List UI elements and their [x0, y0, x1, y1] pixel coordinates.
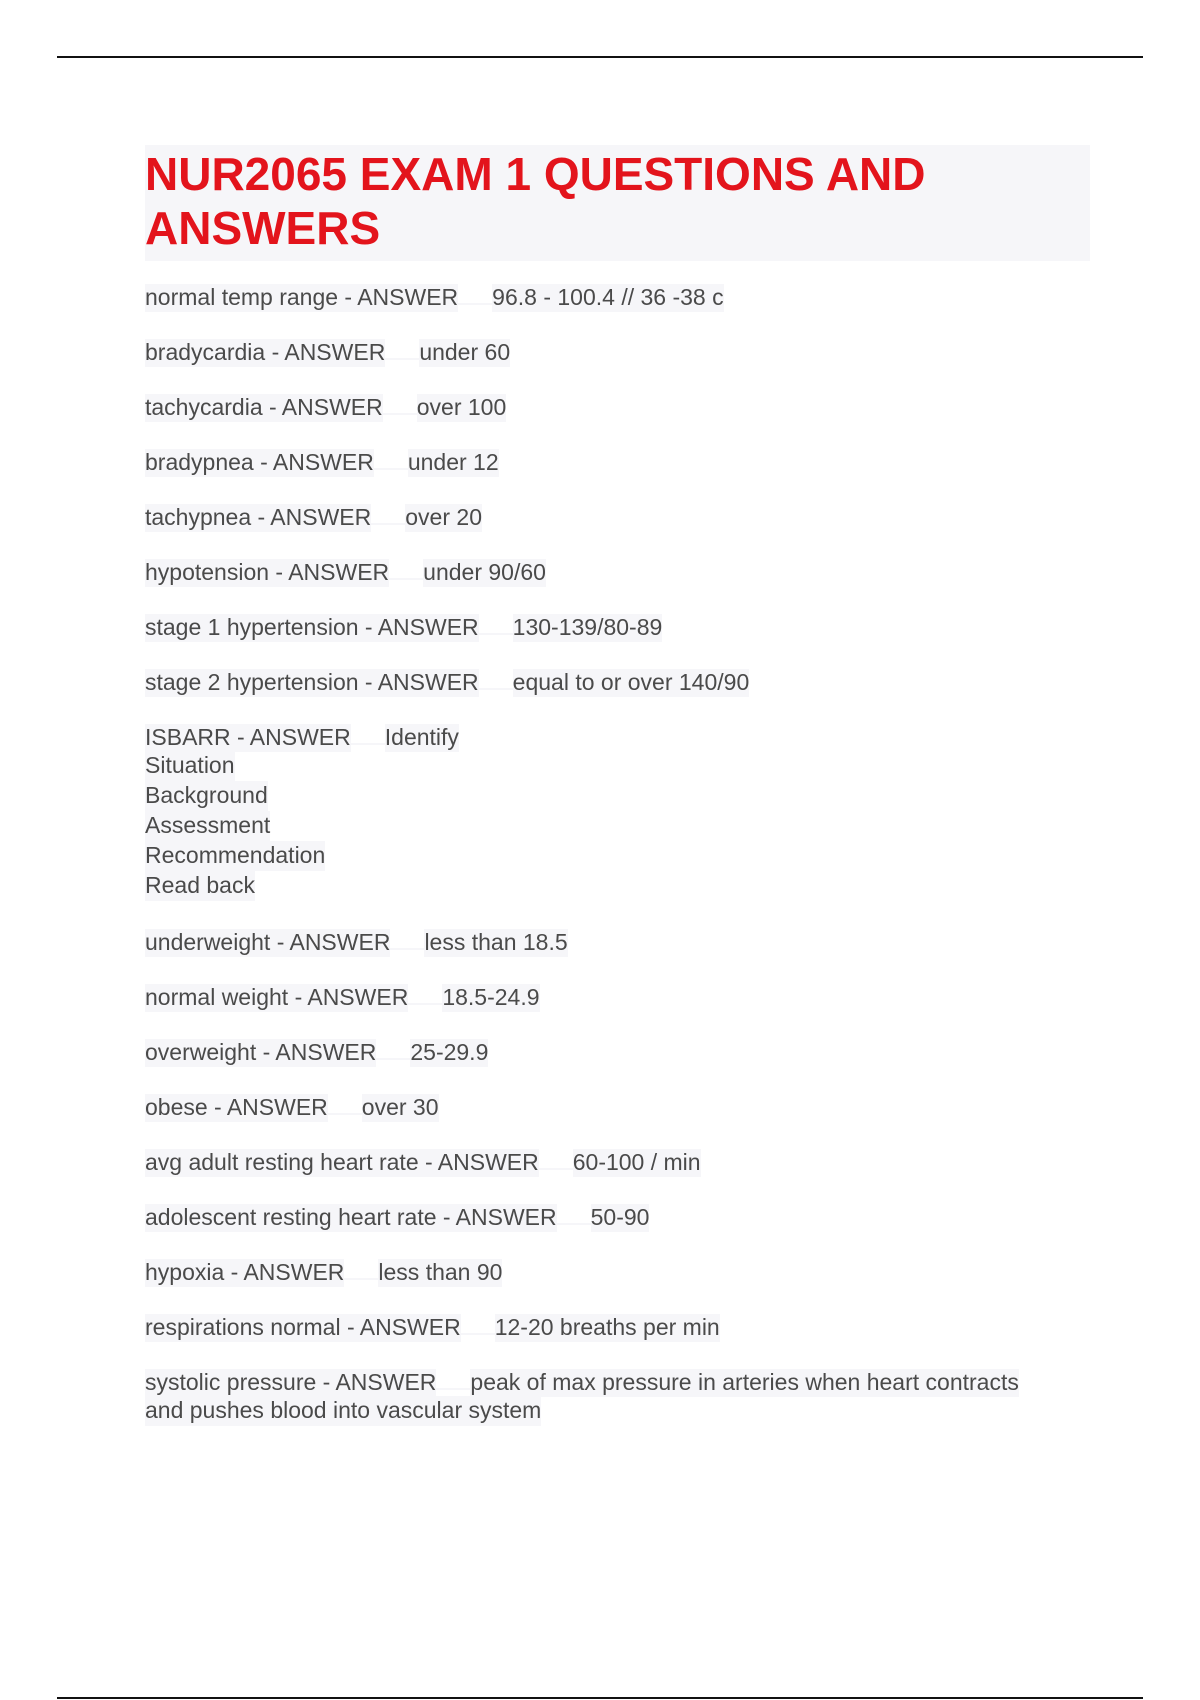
qa-term: tachypnea - ANSWER [145, 504, 372, 530]
qa-term: underweight - ANSWER [145, 929, 391, 955]
qa-item [145, 668, 1090, 696]
qa-item [145, 1313, 1090, 1341]
qa-term: respirations normal - ANSWER [145, 1314, 461, 1340]
qa-answer: 130-139/80-89 [512, 614, 663, 640]
qa-answer: 12-20 breaths per min [494, 1314, 720, 1340]
qa-answer: 18.5-24.9 [442, 984, 540, 1010]
qa-term: hypotension - ANSWER [145, 559, 390, 585]
bottom-rule [57, 1697, 1143, 1699]
qa-term: tachycardia - ANSWER [145, 394, 383, 420]
document-title: NUR2065 EXAM 1 QUESTIONS AND ANSWERS [145, 145, 1090, 261]
qa-term: bradycardia - ANSWER [145, 339, 386, 365]
qa-item-systolic [145, 1368, 1090, 1426]
qa-term: bradypnea - ANSWER [145, 449, 374, 475]
qa-item [145, 928, 1090, 956]
qa-answer: 60-100 / min [572, 1149, 701, 1175]
qa-answer: Identify [384, 724, 459, 750]
qa-term: normal temp range - ANSWER [145, 284, 459, 310]
qa-item [145, 1038, 1090, 1066]
qa-term: systolic pressure - ANSWER [145, 1369, 437, 1395]
qa-answer: under 12 [407, 449, 499, 475]
qa-term: obese - ANSWER [145, 1094, 328, 1120]
qa-item [145, 338, 1090, 366]
qa-answer-line: Assessment [145, 811, 270, 841]
qa-item [145, 503, 1090, 531]
qa-item [145, 1148, 1090, 1176]
qa-term: avg adult resting heart rate - ANSWER [145, 1149, 539, 1175]
qa-term: normal weight - ANSWER [145, 984, 409, 1010]
qa-item [145, 1093, 1090, 1121]
qa-answer: over 20 [405, 504, 482, 530]
qa-item [145, 283, 1090, 311]
qa-answer: 25-29.9 [410, 1039, 489, 1065]
qa-item [145, 393, 1090, 421]
qa-answer-line: Read back [145, 871, 255, 901]
qa-answer: under 60 [419, 339, 511, 365]
document-body [145, 145, 1090, 1453]
qa-item [145, 1258, 1090, 1286]
qa-item [145, 448, 1090, 476]
qa-answer: less than 18.5 [424, 929, 568, 955]
qa-answer: 50-90 [590, 1204, 650, 1230]
qa-answer: peak of max pressure in arteries when heart contracts [470, 1369, 1019, 1395]
qa-item [145, 1203, 1090, 1231]
qa-answer: over 100 [416, 394, 507, 420]
top-rule [57, 56, 1143, 58]
qa-item [145, 558, 1090, 586]
qa-term: stage 2 hypertension - ANSWER [145, 669, 479, 695]
qa-item-isbarr [145, 723, 1090, 901]
qa-answer-line: Recommendation [145, 841, 325, 871]
qa-answer: 96.8 - 100.4 // 36 -38 c [492, 284, 724, 310]
qa-term: ISBARR - ANSWER [145, 724, 351, 750]
qa-answer-line: Situation [145, 751, 235, 781]
qa-item [145, 983, 1090, 1011]
qa-term: hypoxia - ANSWER [145, 1259, 345, 1285]
qa-answer: less than 90 [378, 1259, 503, 1285]
qa-answer: over 30 [361, 1094, 439, 1120]
qa-term: overweight - ANSWER [145, 1039, 377, 1065]
qa-term: adolescent resting heart rate - ANSWER [145, 1204, 557, 1230]
qa-term: stage 1 hypertension - ANSWER [145, 614, 479, 640]
qa-answer-line: Background [145, 781, 268, 811]
qa-answer: under 90/60 [423, 559, 546, 585]
qa-answer: equal to or over 140/90 [512, 669, 750, 695]
qa-item [145, 613, 1090, 641]
qa-answer-line: and pushes blood into vascular system [145, 1396, 541, 1426]
